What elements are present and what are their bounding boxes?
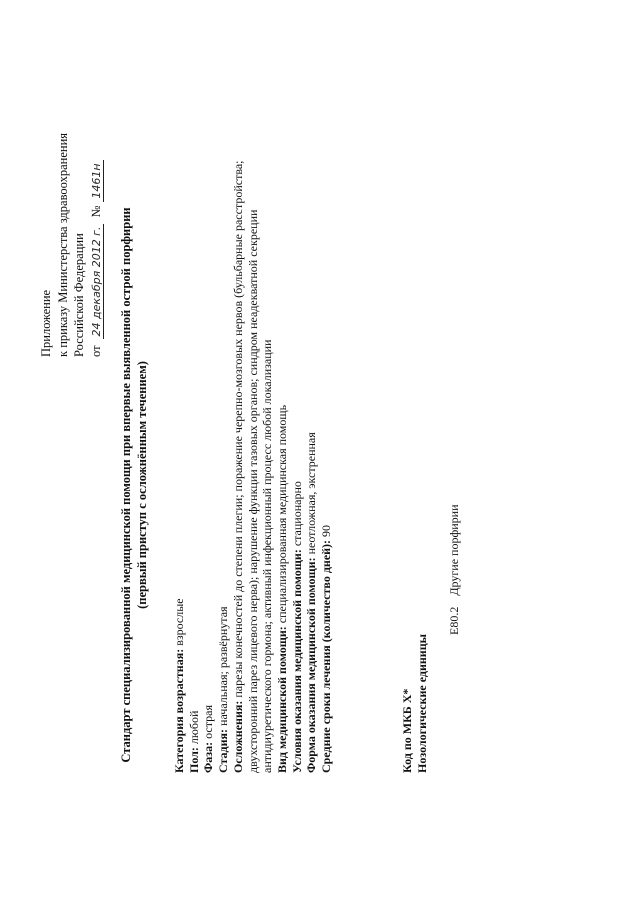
param-conditions: [290, 73, 305, 773]
annex-federation-line: Российской Федерации: [72, 233, 86, 357]
nosology-entry: [447, 504, 462, 635]
param-age-label: Категория возрастная:: [172, 648, 186, 773]
param-age-value: взрослые: [172, 598, 186, 646]
annex-title: Приложение: [39, 289, 53, 357]
param-care-type-label: Вид медицинской помощи:: [274, 626, 289, 773]
param-age: [172, 73, 187, 773]
param-care-type: [275, 73, 290, 773]
annex-header: [38, 133, 104, 357]
annex-from-label: от: [88, 345, 103, 357]
annex-order-line: к приказу Министерства здравоохранения: [55, 132, 70, 357]
standard-parameters: [172, 73, 334, 773]
param-stage-value: начальная; развёрнутая: [216, 606, 231, 726]
param-form: [304, 73, 319, 773]
param-duration-value: 90: [319, 524, 334, 537]
param-form-label: Форма оказания медицинской помощи:: [304, 557, 319, 773]
param-care-type-value: специализированная медицинская помощь: [274, 404, 289, 624]
param-stage-label: Стадия:: [216, 728, 231, 773]
param-conditions-label: Условия оказания медицинской помощи:: [289, 549, 304, 773]
param-phase-label: Фаза:: [201, 741, 216, 773]
param-phase-value: острая: [201, 705, 216, 739]
handwritten-date: 24 декабря 2012 г.: [91, 224, 104, 340]
icd-code-label: Код по МКБ X*: [400, 688, 414, 773]
param-sex-label: Пол:: [186, 747, 201, 773]
nosology-code: E80.2: [447, 606, 461, 635]
param-stage: [216, 73, 231, 773]
title-line-1: Стандарт специализированной медицинской помощи при впервые выявленной острой порфирии: [119, 207, 133, 763]
annex-number-label: №: [88, 205, 103, 218]
param-sex: [187, 73, 202, 773]
icd-section: [400, 634, 429, 773]
param-duration: [319, 73, 334, 773]
title-line-2: (первый приступ с осложнённым течением): [135, 361, 149, 609]
param-phase: [201, 73, 216, 773]
param-complications-value-2: двухсторонний парез лицевого нерва); нарушение функции тазовых органов; синдром неадекватной секреции: [245, 209, 260, 773]
param-complications-value-1: парезы конечностей до степени плегии; поражение черепно-мозговых нервов (бульбарные расстройства;: [230, 160, 245, 698]
param-duration-label: Средние сроки лечения (количество дней):: [319, 539, 334, 773]
document-title: [118, 205, 150, 765]
param-sex-value: любой: [186, 710, 201, 745]
param-complications-label: Осложнения:: [230, 700, 245, 773]
param-form-value: неотложная, экстренная: [304, 432, 319, 555]
annex-date-line: [88, 133, 105, 357]
param-complications-value-3: антидиуретического гормона; активный инфекционный процесс любой локализации: [260, 339, 275, 773]
nosology-label: Нозологические единицы: [414, 633, 429, 773]
handwritten-number: 1461н: [91, 160, 104, 201]
nosology-name: Другие порфирии: [447, 504, 461, 596]
param-complications: [231, 73, 246, 773]
param-conditions-value: стационарно: [289, 481, 304, 547]
